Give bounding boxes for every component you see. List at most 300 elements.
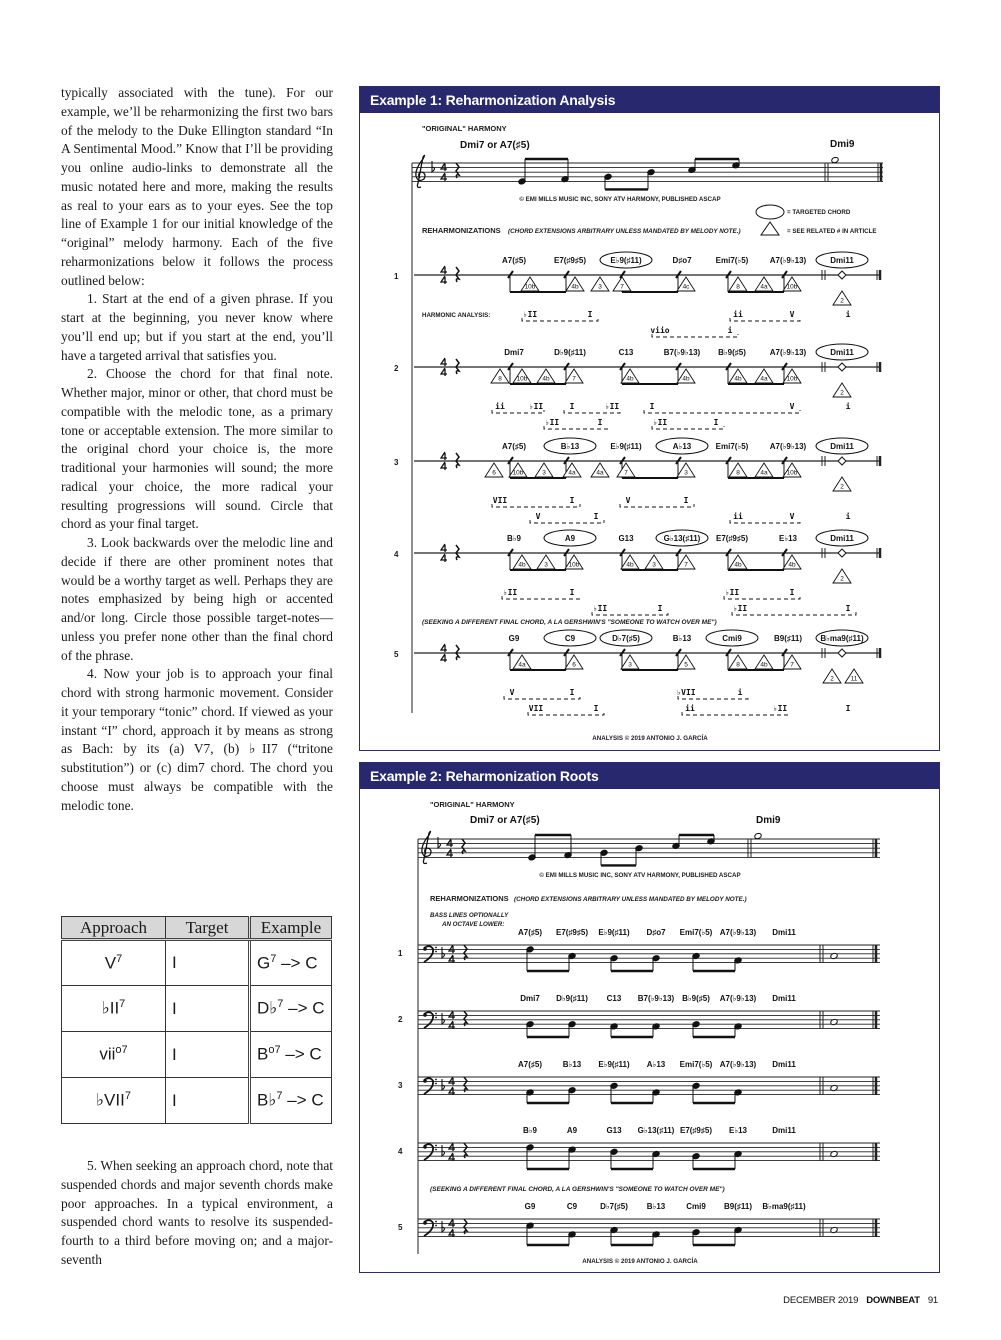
reharmonizations-label: REHARMONIZATIONS (430, 894, 509, 903)
target-cell: I (166, 1032, 250, 1078)
chord-symbol: E♭13 (728, 1126, 748, 1135)
triangle-marker (565, 369, 583, 383)
triangle-marker (677, 369, 695, 383)
chord-symbol: G9 (524, 1202, 536, 1211)
bass-staff (418, 1011, 880, 1029)
roots-system-3 (398, 1060, 880, 1103)
chord-symbol: Emi7(♭5) (715, 442, 749, 451)
chord-symbol: D♭9(♯11) (554, 348, 586, 357)
magazine-name: DOWNBEAT (866, 1295, 920, 1306)
roman-numeral: I (845, 604, 851, 613)
chord-symbol: E♭9(♯11) (610, 256, 642, 265)
example-resolution: –> C (276, 953, 318, 973)
analysis-credit: ANALYSIS © 2019 ANTONIO J. GARCÍA (592, 735, 708, 742)
triangle-label: 10b (512, 469, 524, 477)
article-column-top (61, 84, 333, 815)
bass-clef-dot (435, 1083, 437, 1085)
chord-symbol: A♭13 (672, 442, 692, 451)
triangle-marker (783, 555, 801, 569)
system-number: 5 (398, 1223, 403, 1232)
triangle-marker (755, 277, 773, 291)
chord-symbol: B9(♯11) (723, 1202, 753, 1211)
chord-symbol: A♭13 (646, 1060, 666, 1069)
triangle-marker (645, 555, 663, 569)
original-chord: Dmi7 or A7(♯5) (460, 140, 530, 151)
copyright-notice: © EMI MILLS MUSIC INC, SONY ATV HARMONY, PUBLISHED ASCAP (519, 196, 721, 203)
chord-symbol: C13 (618, 348, 634, 357)
system-number: 3 (394, 458, 399, 467)
triangle-label: 2 (840, 483, 844, 491)
triangle-label: 7 (790, 661, 794, 669)
triangle-label: 6 (572, 661, 576, 669)
approach-value: ♭II (101, 998, 120, 1018)
time-sig-bottom-icon (449, 955, 455, 963)
approach-value: ♭VII (96, 1090, 125, 1110)
example-root: B♭ (257, 1090, 277, 1110)
triangle-marker (783, 463, 801, 477)
time-sig-bottom-icon (441, 654, 447, 662)
triangle-label: 10b (786, 375, 798, 383)
chord-symbol: D♭9(♯11) (556, 994, 588, 1003)
header-approach: Approach (62, 917, 166, 940)
chord-symbol: Dmi11 (772, 1126, 796, 1135)
table-row (62, 1078, 332, 1124)
example-root: G (257, 953, 271, 973)
triangle-marker (617, 463, 635, 477)
triangle-marker (535, 463, 553, 477)
chord-symbol: B♭9(♯5) (718, 348, 746, 357)
table-row (62, 940, 332, 986)
triangle-marker (677, 555, 695, 569)
diamond-note (838, 457, 846, 465)
original-final-chord: Dmi9 (830, 139, 855, 150)
example-superscript: 7 (276, 1090, 283, 1103)
roman-numeral: ♭II (652, 418, 668, 427)
roman-numeral: V (535, 512, 541, 521)
page-footer (783, 1295, 938, 1306)
chord-symbol: B♭ma9(♯11) (820, 634, 864, 643)
system-number: 1 (398, 949, 403, 958)
chord-symbol: B♭ma9(♯11) (762, 1202, 806, 1211)
treble-clef-icon (422, 831, 431, 863)
triangle-marker (509, 463, 527, 477)
triangle-marker (521, 277, 539, 291)
chord-symbol: B♭13 (646, 1202, 666, 1211)
triangle-label: 4b (542, 375, 550, 383)
whole-note (831, 156, 839, 163)
roman-numeral: I (569, 688, 575, 697)
target-cell: I (166, 940, 250, 986)
triangle-label: 7 (572, 375, 576, 383)
triangle-label: 8 (736, 283, 740, 291)
table-header-row (62, 917, 332, 940)
roman-numeral: ♭II (522, 310, 538, 319)
diamond-note (838, 363, 846, 371)
melody-staff (418, 839, 880, 857)
analysis-credit: ANALYSIS © 2019 ANTONIO J. GARCÍA (582, 1258, 698, 1265)
example-2-score (360, 789, 938, 1271)
time-sig-bottom-icon (441, 554, 447, 562)
roman-numeral: I (597, 418, 603, 427)
triangle-label: 2 (840, 297, 844, 305)
roman-numeral: I (657, 604, 663, 613)
roman-numeral: VII (528, 704, 544, 713)
chord-symbol: Dmi7 (520, 994, 540, 1003)
article-column-bottom (61, 1157, 333, 1270)
time-sig-top-icon (441, 163, 447, 171)
target-circle-icon (756, 205, 784, 219)
triangle-label: 8 (736, 661, 740, 669)
roman-numeral: ii (685, 704, 695, 713)
roots-system-4 (398, 1126, 880, 1169)
roman-numeral: ♭VII (676, 688, 696, 697)
triangle-marker (621, 369, 639, 383)
chord-symbol: D♯o7 (672, 256, 692, 265)
bass-lines-note: BASS LINES OPTIONALLY (430, 912, 509, 919)
chord-symbol: B♭13 (672, 634, 692, 643)
triangle-marker (566, 277, 584, 291)
triangle-marker (833, 477, 851, 491)
chord-symbol: Dmi11 (830, 534, 854, 543)
legend-targeted-chord: = TARGETED CHORD (787, 209, 851, 216)
chord-symbol: Dmi11 (830, 442, 854, 451)
roman-numeral: I (587, 310, 593, 319)
roots-system-2 (398, 994, 880, 1037)
triangle-label: 10b (524, 283, 536, 291)
reharm-system-3 (394, 438, 880, 523)
target-cell: I (166, 986, 250, 1032)
triangle-label: 8 (736, 469, 740, 477)
paragraph-step-4: 4. Now your job is to approach your final chord with strong harmonic movement. Consider it your temporary “tonic” chord. If viewed as your instant “I” chord, approach it by means as strong as Bach: by its (a) V7, (b) ♭II7 (“tritone substitution”) or (c) dim7 chord. The chord you choose must always be compatible with the melodic tone. (61, 666, 333, 813)
paragraph-step-2: 2. Choose the chord for that final note. Whether major, minor or other, that chord must be compatible with the melodic tone, as a primary tone or acceptable extension. The more similar to the original chord your choice is, the more traditional your harmonies will sound; the more radical your choice, the more radical your resulting progressions will sound. Circle that chord as your final target. (61, 366, 333, 532)
triangle-label: 4a (760, 283, 768, 291)
flat-icon (442, 1221, 445, 1232)
triangle-label: 5 (684, 661, 688, 669)
chord-symbol: A7(♭9♭13) (719, 994, 757, 1003)
reharm-system-2 (394, 344, 880, 429)
chord-symbol: E♭9(♯11) (610, 442, 642, 451)
table-row (62, 1032, 332, 1078)
chord-symbol: A7(♯5) (501, 256, 527, 265)
triangle-marker (729, 555, 747, 569)
reharm-system-5 (394, 630, 880, 715)
chord-symbol: E♭9(♯11) (598, 1060, 630, 1069)
example-2-box (359, 762, 940, 1273)
example-2-title: Example 2: Reharmonization Roots (360, 763, 939, 789)
triangle-marker (513, 655, 531, 669)
triangle-label: 3 (628, 661, 632, 669)
triangle-marker (833, 291, 851, 305)
triangle-marker (755, 463, 773, 477)
example-2-notation (360, 789, 939, 1271)
triangle-marker (783, 277, 801, 291)
roman-numeral: I (683, 496, 689, 505)
chord-symbol: C9 (564, 634, 576, 643)
chord-symbol: G♭13(♯11) (663, 534, 701, 543)
bass-clef-dot (423, 1013, 427, 1017)
triangle-marker (513, 369, 531, 383)
approach-superscript: 7 (119, 998, 126, 1011)
bass-clef-dot (435, 1079, 437, 1081)
triangle-marker (537, 369, 555, 383)
example-resolution: –> C (282, 1090, 324, 1110)
chord-symbol: E7(♯9♯5) (679, 1126, 713, 1135)
chord-symbol: Dmi11 (772, 928, 796, 937)
example-1-box (359, 86, 940, 751)
triangle-marker (621, 555, 639, 569)
roman-numeral: ♭II (528, 402, 544, 411)
roman-numeral: I (569, 588, 575, 597)
example-cell (250, 940, 332, 986)
chord-symbol: A7(♭9♭13) (719, 928, 757, 937)
triangle-label: 4b (734, 561, 742, 569)
chord-symbol: A7(♯5) (517, 928, 543, 937)
triangle-label: 4a (760, 375, 768, 383)
triangle-label: 4b (682, 375, 690, 383)
approach-cell (62, 1078, 166, 1124)
harmonic-analysis-label: HARMONIC ANALYSIS: (422, 312, 491, 319)
triangle-marker (729, 655, 747, 669)
chord-symbol: Emi7(♭5) (715, 256, 749, 265)
time-sig-bottom-icon (449, 1153, 455, 1161)
quarter-rest-icon (462, 839, 465, 854)
roman-numeral: V (625, 496, 631, 505)
paragraph-step-3: 3. Look backwards over the melodic line and decide if there are other prominent notes that would be a worthy target as well. Perhaps they are notes emphasized by being high or accented and/or long. Circle those possible target-notes—unless you prefer none other than the final chord of the phrase. (61, 535, 333, 663)
example-superscript: o7 (268, 1044, 281, 1057)
bass-clef-dot (435, 1225, 437, 1227)
triangle-label: 7 (624, 469, 628, 477)
chord-symbol: Dmi11 (772, 994, 796, 1003)
bass-staff (418, 1143, 880, 1161)
triangle-marker (591, 277, 609, 291)
roman-numeral: i (845, 402, 851, 411)
triangle-label: 4a (518, 661, 526, 669)
triangle-label: 7 (684, 561, 688, 569)
chord-symbol: Cmi9 (722, 634, 742, 643)
chord-symbol: A7(♭9♭13) (769, 442, 807, 451)
triangle-label: 4b (734, 375, 742, 383)
target-cell: I (166, 1078, 250, 1124)
system-number: 4 (398, 1147, 403, 1156)
roman-numeral: ♭II (502, 588, 518, 597)
chord-symbol: E♭9(♯11) (598, 928, 630, 937)
system-number: 2 (398, 1015, 403, 1024)
legend-see-related: = SEE RELATED # IN ARTICLE (787, 228, 877, 235)
time-sig-top-icon (441, 358, 447, 366)
time-sig-bottom-icon (441, 368, 447, 376)
approach-value: vii (99, 1044, 116, 1064)
chord-symbol: B7(♭9♭13) (663, 348, 701, 357)
chord-symbol: B7(♭9♭13) (637, 994, 675, 1003)
chord-symbol: B9(♯11) (773, 634, 803, 643)
triangle-label: 3 (544, 561, 548, 569)
triangle-label: 10b (568, 561, 580, 569)
chord-symbol: B♭9 (507, 534, 521, 543)
roman-numeral: viio (650, 326, 670, 335)
chord-symbol: A9 (564, 534, 576, 543)
roman-numeral: i (845, 512, 851, 521)
triangle-label: 4c (682, 283, 690, 291)
bass-staff (418, 945, 880, 963)
example-superscript: 7 (277, 998, 284, 1011)
triangle-marker (845, 669, 863, 683)
roman-numeral: I (593, 704, 599, 713)
time-sig-bottom-icon (441, 276, 447, 284)
reharmonizations-note: (CHORD EXTENSIONS ARBITRARY UNLESS MANDATED BY MELODY NOTE.) (508, 228, 741, 235)
seeking-note: (SEEKING A DIFFERENT FINAL CHORD, A LA GERSHWIN'S "SOMEONE TO WATCH OVER ME") (430, 1186, 725, 1193)
triangle-marker (677, 277, 695, 291)
roman-numeral: i (737, 688, 743, 697)
roman-numeral: V (789, 512, 795, 521)
triangle-marker (755, 655, 773, 669)
example-root: D♭ (257, 998, 278, 1018)
bass-staff (418, 1219, 880, 1237)
example-cell (250, 986, 332, 1032)
chord-symbol: A7(♭9♭13) (769, 256, 807, 265)
triangle-label: 11 (850, 675, 858, 683)
system-number: 4 (394, 550, 399, 559)
triangle-label: 4b (626, 375, 634, 383)
time-sig-top-icon (441, 644, 447, 652)
roman-numeral: V (509, 688, 515, 697)
triangle-marker (729, 463, 747, 477)
triangle-marker (729, 277, 747, 291)
triangle-marker (833, 383, 851, 397)
chord-symbol: C13 (606, 994, 622, 1003)
time-sig-bottom-icon (449, 1087, 455, 1095)
roman-numeral: I (593, 512, 599, 521)
bass-clef-dot (435, 947, 437, 949)
chord-symbol: D♭7(♯5) (600, 1202, 628, 1211)
system-number: 5 (394, 650, 399, 659)
reharm-system-4 (394, 530, 880, 615)
chord-symbol: Dmi11 (830, 256, 854, 265)
triangle-label: 7 (620, 283, 624, 291)
paragraph-step-5: 5. When seeking an approach chord, note that suspended chords and major seventh chords make poor approaches. In a typical environment, a suspended chord wants to resolve its suspended-fourth to a third before moving on; and a major-seventh (61, 1158, 333, 1267)
bass-clef-dot (423, 1145, 427, 1149)
system-number: 1 (394, 272, 399, 281)
bass-clef-dot (423, 1079, 427, 1083)
triangle-label: 6 (492, 469, 496, 477)
chord-symbol: A9 (566, 1126, 578, 1135)
roman-numeral: I (845, 704, 851, 713)
chord-symbol: G♭13(♯11) (637, 1126, 675, 1135)
chord-symbol: D♭7(♯5) (612, 634, 640, 643)
page-number: 91 (927, 1295, 938, 1306)
roman-numeral: i (845, 310, 851, 319)
triangle-label: 3 (598, 283, 602, 291)
approach-cell (62, 986, 166, 1032)
triangle-marker (755, 369, 773, 383)
chord-symbol: Cmi9 (686, 1202, 706, 1211)
flat-icon (442, 947, 445, 958)
chord-symbol: Emi7(♭5) (679, 1060, 713, 1069)
approach-table (61, 916, 332, 1124)
triangle-label: 8 (498, 375, 502, 383)
triangle-marker (677, 463, 695, 477)
triangle-marker (565, 555, 583, 569)
example-1-notation (360, 113, 939, 749)
triangle-label: 4b (571, 283, 579, 291)
flat-icon (442, 1079, 445, 1090)
roman-numeral: ♭II (544, 418, 560, 427)
triangle-label: 4a (568, 469, 576, 477)
triangle-marker (591, 463, 609, 477)
example-1-title: Example 1: Reharmonization Analysis (360, 87, 939, 113)
time-sig-bottom-icon (449, 1021, 455, 1029)
triangle-marker (783, 655, 801, 669)
triangle-label: 10b (516, 375, 528, 383)
example-cell (250, 1078, 332, 1124)
flat-icon (442, 1145, 445, 1156)
triangle-label: 4b (626, 561, 634, 569)
chord-symbol: D♯o7 (646, 928, 666, 937)
example-root: B (257, 1044, 269, 1064)
chord-symbol: E7(♯9♯5) (555, 928, 589, 937)
time-sig-top-icon (441, 452, 447, 460)
chord-symbol: Emi7(♭5) (679, 928, 713, 937)
bass-clef-dot (435, 1013, 437, 1015)
example-resolution: –> C (280, 1044, 322, 1064)
example-cell (250, 1032, 332, 1078)
roman-numeral: i (727, 326, 733, 335)
time-sig-bottom-icon (449, 1229, 455, 1237)
roots-system-1 (398, 928, 880, 971)
triangle-marker (783, 369, 801, 383)
bass-clef-dot (435, 1145, 437, 1147)
chord-symbol: B♭9(♯5) (682, 994, 710, 1003)
chord-symbol: B♭9 (523, 1126, 537, 1135)
reharmonizations-label: REHARMONIZATIONS (422, 226, 501, 235)
whole-note (754, 832, 762, 839)
original-harmony-label: "ORIGINAL" HARMONY (422, 124, 507, 133)
chord-symbol: E7(♯9♯5) (715, 534, 749, 543)
header-example: Example (250, 917, 332, 940)
triangle-marker (677, 655, 695, 669)
chord-symbol: A7(♯5) (501, 442, 527, 451)
triangle-marker (729, 369, 747, 383)
bass-clef-dot (423, 947, 427, 951)
paragraph-intro: typically associated with the tune). For our example, we’ll be reharmonizing the first two bars of the melody to the Duke Ellington standard “In A Sentimental Mood.” Know that I’ll be providing you online audio-links to demonstrate all the music notated here and more, making the results as real to your ears as to your eyes. See the top line of Example 1 for our initial knowledge of the “original” melody harmony. Each of the five reharmonizations below it follows the process outlined below: (61, 85, 333, 288)
approach-cell (62, 1032, 166, 1078)
paragraph-step-1: 1. Start at the end of a given phrase. If you start at the beginning, you never know where you’ll end up; but if you start at the end, you’ll have a targeted arrival that satisfies you. (61, 291, 333, 363)
approach-table-body (62, 940, 332, 1124)
roman-numeral: V (789, 402, 795, 411)
triangle-label: 4b (788, 561, 796, 569)
example-1-score (360, 113, 938, 749)
roman-numeral: ♭II (604, 402, 620, 411)
triangle-marker (833, 569, 851, 583)
triangle-marker (537, 555, 555, 569)
original-harmony-label: "ORIGINAL" HARMONY (430, 800, 515, 809)
triangle-marker (613, 277, 631, 291)
bass-clef-dot (435, 1149, 437, 1151)
triangle-label: 4b (760, 661, 768, 669)
quarter-rest-icon (456, 163, 459, 178)
chord-symbol: Dmi7 (504, 348, 524, 357)
triangle-marker (485, 463, 503, 477)
issue-date: DECEMBER 2019 (783, 1295, 859, 1306)
table-row (62, 986, 332, 1032)
chord-symbol: E7(♯9♯5) (553, 256, 587, 265)
roman-numeral: ♭II (772, 704, 788, 713)
bass-staff (418, 1077, 880, 1095)
chord-symbol: Dmi11 (772, 1060, 796, 1069)
triangle-label: 10b (786, 469, 798, 477)
time-sig-top-icon (441, 544, 447, 552)
bass-clef-dot (435, 1221, 437, 1223)
roman-numeral: V (789, 310, 795, 319)
